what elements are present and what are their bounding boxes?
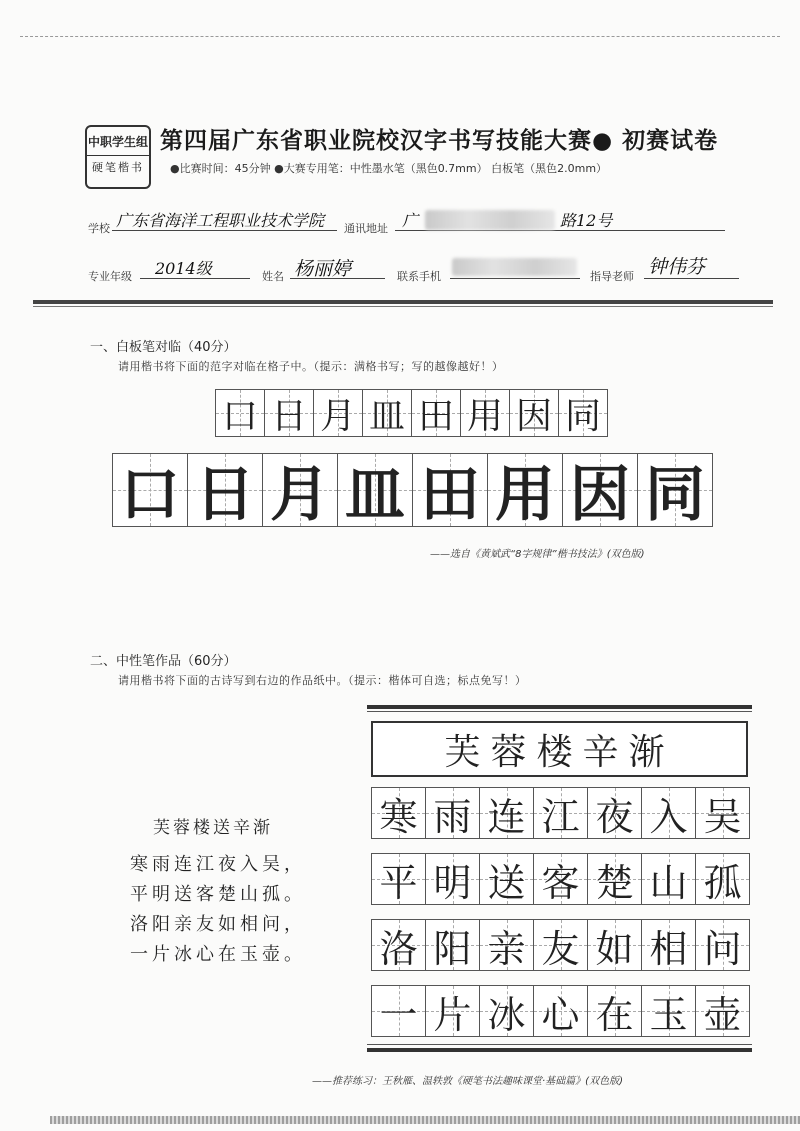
work-char-cell: 亲 bbox=[479, 919, 534, 971]
work-char-cell: 连 bbox=[479, 787, 534, 839]
written-char-cell: 田 bbox=[412, 453, 488, 527]
work-char-cell: 山 bbox=[641, 853, 696, 905]
section1-heading: 一、白板笔对临（40分） bbox=[90, 340, 237, 355]
written-char-cell: 因 bbox=[562, 453, 638, 527]
model-char-cell: 皿 bbox=[362, 389, 412, 437]
work-char-cell: 在 bbox=[587, 985, 642, 1037]
redacted-address bbox=[425, 210, 555, 230]
work-char-cell: 友 bbox=[533, 919, 588, 971]
work-char-cell: 洛 bbox=[371, 919, 426, 971]
poem-line: 平明送客楚山孤。 bbox=[130, 884, 306, 905]
work-char-cell: 入 bbox=[641, 787, 696, 839]
work-char-cell: 相 bbox=[641, 919, 696, 971]
badge-script-label: 硬笔楷书 bbox=[92, 161, 144, 174]
teacher-value: 钟伟芬 bbox=[648, 256, 706, 278]
written-char-cell: 用 bbox=[487, 453, 563, 527]
address-value-start: 广 bbox=[402, 211, 419, 230]
work-paper-top-border bbox=[367, 705, 752, 709]
header-divider bbox=[33, 300, 773, 304]
poem-title: 芙蓉楼送辛渐 bbox=[153, 818, 273, 838]
work-char-cell: 江 bbox=[533, 787, 588, 839]
work-char-cell: 心 bbox=[533, 985, 588, 1037]
work-char-cell: 如 bbox=[587, 919, 642, 971]
model-char-cell: 因 bbox=[509, 389, 559, 437]
written-char-row bbox=[113, 453, 713, 530]
written-char-cell: 同 bbox=[637, 453, 713, 527]
address-value-end: 路12号 bbox=[560, 211, 613, 230]
work-char-cell: 雨 bbox=[425, 787, 480, 839]
scan-bottom-edge bbox=[50, 1116, 800, 1124]
page-title: 第四届广东省职业院校汉字书写技能大赛● 初赛试卷 bbox=[160, 128, 719, 154]
work-char-cell: 寒 bbox=[371, 787, 426, 839]
grade-label: 专业年级 bbox=[88, 270, 132, 283]
work-char-cell: 送 bbox=[479, 853, 534, 905]
school-value: 广东省海洋工程职业技术学院 bbox=[116, 211, 325, 230]
work-row bbox=[372, 985, 750, 1037]
model-char-cell: 日 bbox=[264, 389, 314, 437]
poem-line: 洛阳亲友如相问， bbox=[130, 914, 306, 935]
model-char-cell: 同 bbox=[558, 389, 608, 437]
phone-label: 联系手机 bbox=[397, 270, 441, 283]
work-char-cell: 吴 bbox=[695, 787, 750, 839]
scan-edge-line bbox=[20, 36, 780, 37]
name-label: 姓名 bbox=[262, 270, 284, 283]
model-char-cell: 田 bbox=[411, 389, 461, 437]
grade-value: 2014级 bbox=[155, 259, 212, 278]
work-char-cell: 片 bbox=[425, 985, 480, 1037]
work-row bbox=[372, 853, 750, 905]
name-value: 杨丽婷 bbox=[294, 258, 352, 280]
address-label: 通讯地址 bbox=[344, 222, 388, 235]
phone-underline bbox=[450, 278, 580, 279]
section1-instruction: 请用楷书将下面的范字对临在格子中。（提示：满格书写；写的越像越好！） bbox=[118, 360, 504, 373]
section2-heading: 二、中性笔作品（60分） bbox=[90, 654, 237, 669]
poem-line: 寒雨连江夜入吴， bbox=[130, 854, 306, 875]
model-char-cell: 月 bbox=[313, 389, 363, 437]
written-char-cell: 日 bbox=[187, 453, 263, 527]
work-char-cell: 一 bbox=[371, 985, 426, 1037]
work-char-cell: 阳 bbox=[425, 919, 480, 971]
badge-group-label: 中职学生组 bbox=[87, 129, 149, 156]
teacher-label: 指导老师 bbox=[590, 270, 634, 283]
model-char-cell: 用 bbox=[460, 389, 510, 437]
work-char-cell: 壶 bbox=[695, 985, 750, 1037]
section2-credit: ——推荐练习：王秋雁、温轶敦《硬笔书法趣味课堂·基础篇》(双色版) bbox=[312, 1076, 623, 1087]
redacted-phone bbox=[452, 258, 577, 276]
category-badge bbox=[85, 125, 151, 189]
written-char-cell: 皿 bbox=[337, 453, 413, 527]
work-char-cell: 明 bbox=[425, 853, 480, 905]
header-divider-thin bbox=[33, 306, 773, 307]
section2-instruction: 请用楷书将下面的古诗写到右边的作品纸中。（提示：楷体可自选；标点免写！） bbox=[118, 674, 527, 687]
work-char-cell: 夜 bbox=[587, 787, 642, 839]
school-label: 学校 bbox=[88, 222, 110, 235]
work-char-cell: 客 bbox=[533, 853, 588, 905]
work-char-cell: 问 bbox=[695, 919, 750, 971]
model-char-cell: 口 bbox=[215, 389, 265, 437]
written-char-cell: 月 bbox=[262, 453, 338, 527]
work-char-cell: 孤 bbox=[695, 853, 750, 905]
work-title: 芙蓉楼辛渐 bbox=[371, 721, 748, 777]
competition-rules: ●比赛时间：45分钟 ●大赛专用笔：中性墨水笔（黑色0.7mm） 白板笔（黑色2.0mm） bbox=[170, 162, 608, 175]
work-char-cell: 冰 bbox=[479, 985, 534, 1037]
work-char-cell: 楚 bbox=[587, 853, 642, 905]
poem-line: 一片冰心在玉壶。 bbox=[130, 944, 306, 965]
model-char-row bbox=[216, 389, 608, 437]
work-paper-bottom-border bbox=[367, 1048, 752, 1052]
work-row bbox=[372, 919, 750, 971]
work-paper-top-border-thin bbox=[367, 711, 752, 712]
work-row bbox=[372, 787, 750, 839]
work-paper-bottom-border-thin bbox=[367, 1044, 752, 1045]
work-char-cell: 玉 bbox=[641, 985, 696, 1037]
written-char-cell: 口 bbox=[112, 453, 188, 527]
work-char-cell: 平 bbox=[371, 853, 426, 905]
section1-credit: ——选自《黄斌武“8字规律”楷书技法》(双色版) bbox=[430, 549, 645, 560]
